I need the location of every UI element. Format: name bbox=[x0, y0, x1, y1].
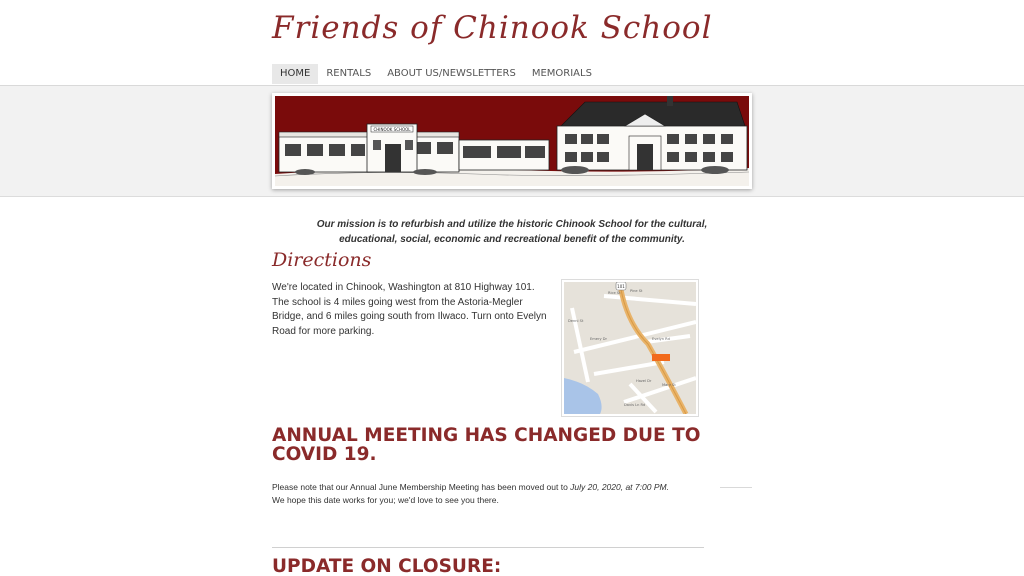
map-label-rice: Rice St bbox=[608, 291, 621, 295]
map-label-emery: Emery Dr bbox=[590, 337, 607, 341]
directions-text: We're located in Chinook, Washington at 810 Highway 101. The school is 4 miles going west from the Astoria-Megler Bridge, and 6 miles going south from Ilwaco. Turn onto Evelyn Road for more parking. bbox=[272, 282, 547, 337]
location-map[interactable] bbox=[561, 279, 699, 417]
map-label-denni: Denni St bbox=[568, 319, 584, 323]
school-location-marker bbox=[652, 354, 670, 361]
update-closure-heading: UPDATE ON CLOSURE: bbox=[272, 556, 502, 576]
nav-rentals[interactable]: RENTALS bbox=[326, 68, 372, 79]
school-sketch-illustration bbox=[275, 96, 749, 186]
map-label-hazel: Hazel Dr bbox=[636, 379, 652, 383]
banner-sign-text: CHINOOK SCHOOL bbox=[373, 127, 411, 132]
street-map-image bbox=[564, 282, 696, 414]
nav-about-us-newsletters[interactable]: ABOUT US/NEWSLETTERS bbox=[387, 68, 516, 79]
sidebar-divider bbox=[720, 487, 752, 488]
mission-line-1: Our mission is to refurbish and utilize the historic Chinook School for the cultural, bbox=[316, 219, 708, 230]
nav-home[interactable]: HOME bbox=[272, 64, 318, 84]
site-title[interactable]: Friends of Chinook School bbox=[272, 10, 713, 46]
map-label-pine: Pine St bbox=[630, 289, 643, 293]
annual-meeting-heading: ANNUAL MEETING HAS CHANGED DUE TO COVID 19. bbox=[272, 425, 701, 465]
map-label-evelyn: Evelyn Rd bbox=[652, 337, 670, 341]
annual-meeting-text bbox=[272, 481, 712, 507]
mission-statement bbox=[310, 217, 714, 247]
banner-image bbox=[272, 93, 752, 189]
annual-meeting-date: July 20, 2020, at 7:00 PM. bbox=[570, 482, 669, 492]
annual-text-line2: We hope this date works for you; we'd love to see you there. bbox=[272, 495, 499, 505]
main-nav bbox=[272, 64, 600, 84]
annual-text-before: Please note that our Annual June Membership Meeting has been moved out to bbox=[272, 482, 571, 492]
directions-heading: Directions bbox=[272, 249, 372, 271]
nav-memorials[interactable]: MEMORIALS bbox=[531, 68, 592, 79]
highway-label: 101 bbox=[617, 284, 625, 289]
map-label-mary: Mary St bbox=[662, 383, 676, 387]
section-divider bbox=[272, 547, 704, 548]
map-label-davis: Davis Ln Rd bbox=[624, 403, 646, 407]
mission-line-2: educational, social, economic and recreational benefit of the community. bbox=[339, 234, 685, 245]
